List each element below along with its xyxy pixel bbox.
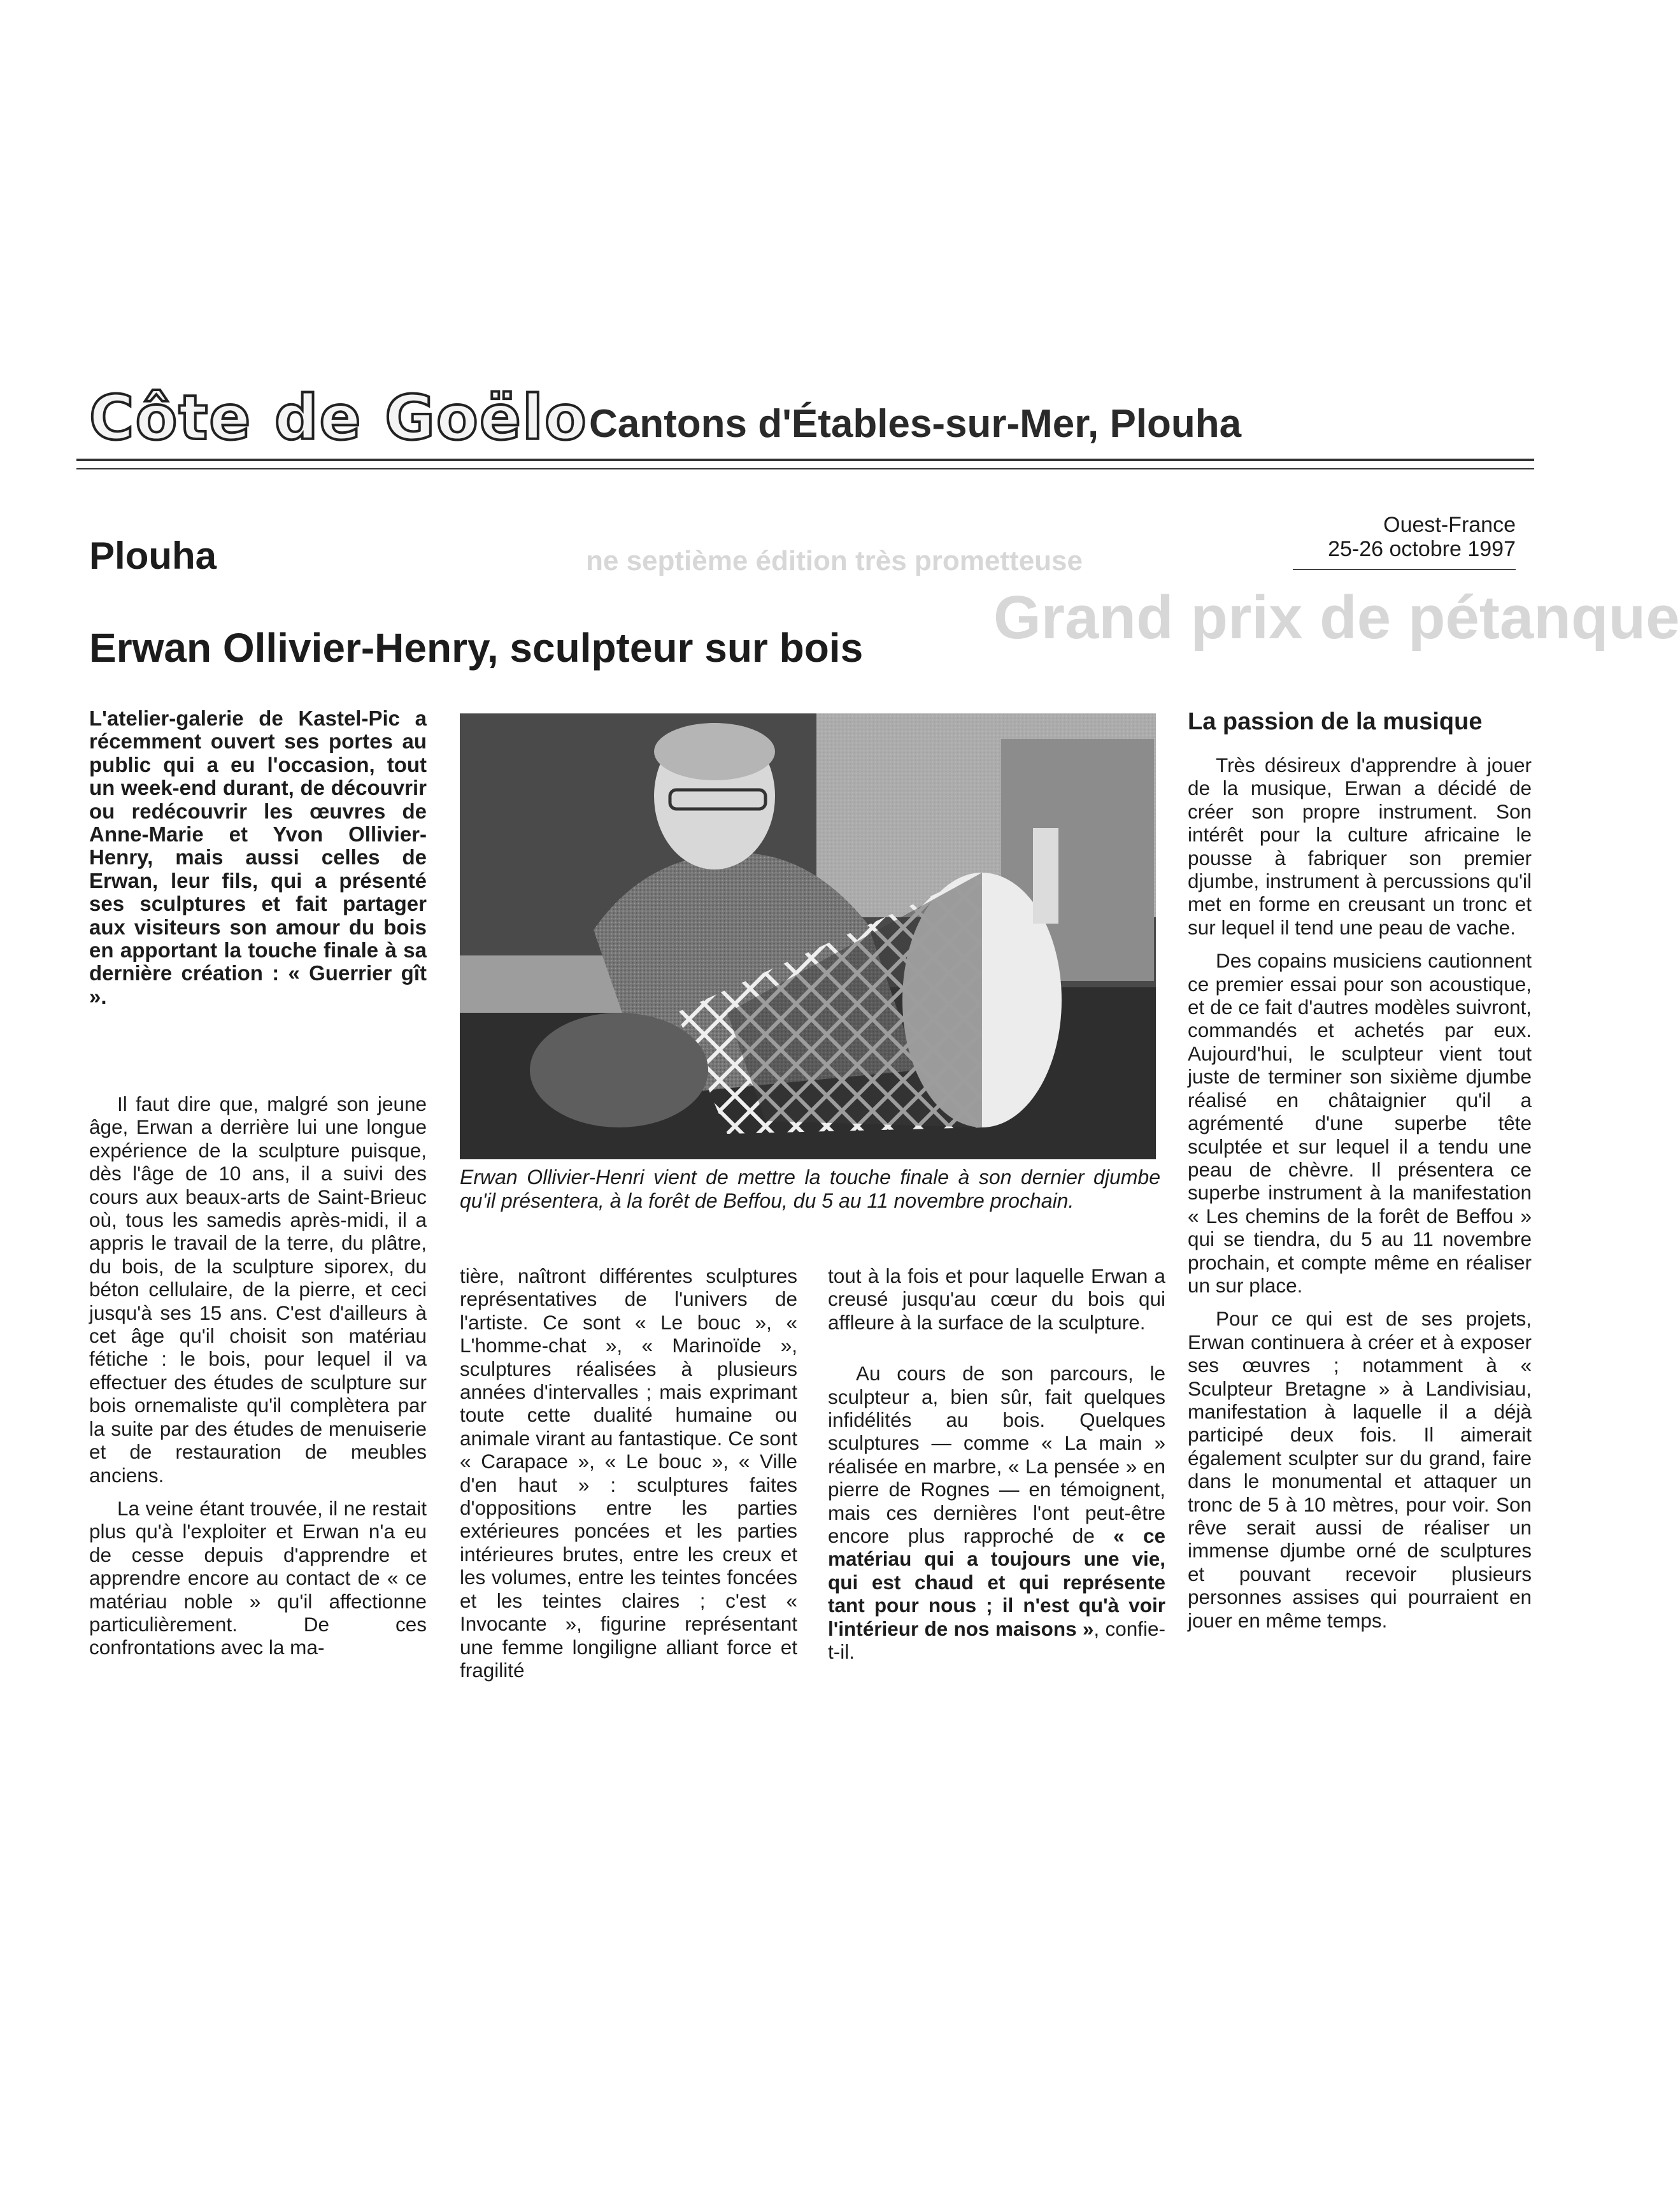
photo-caption: Erwan Ollivier-Henri vient de mettre la touche finale à son dernier djumbe qu'il présentera, à la forêt de Beffou, du 5 au 11 novembre prochain. [460, 1166, 1160, 1212]
paragraph: Pour ce qui est de ses projets, Erwan continuera à créer et à exposer ses œuvres ; notamment à « Sculpteur Bretagne » à Landivisiau, manifestation à laquelle il a déjà participé deux fois. Il aimerait également sculpter sur du grand, faire dans le monumental et attaquer un tronc de 5 à 10 mètres, pour voir. Son rêve serait aussi de réaliser un immense djumbe orné de sculptures et pouvant recevoir plusieurs personnes assises qui pourraient en jouer en même temps. [1188, 1307, 1532, 1632]
lede-paragraph: L'atelier-galerie de Kastel-Pic a récemment ouvert ses portes au public qui a eu l'occasion, tout un week-end durant, de découvrir ou redécouvrir les œuvres de Anne-Marie et Yvon Ollivier-Henry, mais aussi celles de Erwan, leur fils, qui a présenté ses sculptures et fait partager aux visiteurs son amour du bois en apportant la touche finale à sa dernière création : « Guerrier gît ». [89, 706, 427, 1008]
paragraph: Il faut dire que, malgré son jeune âge, Erwan a derrière lui une longue expérience de la sculpture puisque, dès l'âge de 10 ans, il a suivi des cours aux beaux-arts de Saint-Brieuc où, tous les samedis après-midi, il a appris le travail de la terre, du plâtre, du bois, de la sculpture siporex, du béton cellulaire, de la pierre, et ceci jusqu'à ses 15 ans. C'est d'ailleurs à cet âge qu'il choisit son matériau fétiche : le bois, pour lequel il va effectuer des études de sculpture sur bois ornemaliste qu'il complètera par la suite par des études de menuiserie et de restauration de meubles anciens. [89, 1092, 427, 1487]
section-title: Côte de Goëlo [89, 382, 588, 454]
paragraph [828, 1362, 1165, 1663]
bleed-through-text: ne septième édition très prometteuse [586, 545, 1083, 576]
bold-quote: « ce matériau qui a toujours une vie, qui est chaud et qui représente tant pour nous ; il n'est qu'à voir l'intérieur de nos maisons » [828, 1524, 1165, 1640]
source-stamp [1299, 513, 1516, 561]
article-lede [89, 707, 427, 1008]
header-rule-thin [76, 468, 1534, 469]
stamp-rule [1293, 569, 1516, 570]
paragraph: La veine étant trouvée, il ne restait plus qu'à l'exploiter et Erwan n'a eu de cesse depuis d'apprendre et apprendre encore au contact de « ce matériau noble » qu'il affectionne particulièrement. De ces confrontations avec la ma- [89, 1496, 427, 1659]
body-column-2 [460, 1264, 797, 1682]
header-rule [76, 459, 1534, 461]
paragraph-tail: , confie-t-il. [828, 1617, 1165, 1664]
paragraph: Très désireux d'apprendre à jouer de la musique, Erwan a décidé de créer son propre instrument. Son intérêt pour la culture africaine le pousse à fabriquer son premier djumbe, instrument à percussions qu'il met en forme en creusant un tronc et sur lequel il tend une peau de vache. [1188, 754, 1532, 939]
locality-label: Plouha [89, 534, 217, 577]
sculptor-photo [460, 713, 1156, 1159]
source-paper: Ouest-France [1383, 513, 1516, 537]
paragraph: tout à la fois et pour laquelle Erwan a creusé jusqu'au cœur du bois qui affleure à la surface de la sculpture. [828, 1264, 1165, 1334]
body-column-1 [89, 1092, 427, 1659]
paragraph-text: Au cours de son parcours, le sculpteur a, bien sûr, fait quelques infidélités au bois. Quelques sculptures — comme « La main » réalisée en marbre, « La pensée » en pierre de Rognes — en témoignent, mais ces dernières l'ont peut-être encore plus rapproché de [828, 1362, 1165, 1548]
paragraph: tière, naîtront différentes sculptures représentatives de l'univers de l'artiste. Ce sont « Le bouc », « L'homme-chat », « Marinoïde », sculptures réalisées à plusieurs années d'intervalles ; mais exprimant toute cette dualité humaine ou animale virant au fantastique. Ce sont « Carapace », « Le bouc », « Ville d'en haut » : sculptures faites d'oppositions entre les parties extérieures poncées et les parties intérieures brutes, entre les creux et les volumes, entre les teintes foncées et les teintes claires ; c'est « Invocante », figurine représentant une femme longiligne alliant force et fragilité [460, 1264, 797, 1682]
subheading: La passion de la musique [1188, 708, 1483, 735]
source-date: 25-26 octobre 1997 [1328, 537, 1516, 561]
bleed-through-headline: Grand prix de pétanque [993, 583, 1680, 652]
paragraph: Des copains musiciens cautionnent ce premier essai pour son acoustique, et de ce fait d'autres modèles suivront, commandés et achetés par eux. Aujourd'hui, le sculpteur vient tout juste de terminer son sixième djumbe réalisé en châtaignier qu'il a agrémenté d'une superbe tête sculptée et sur lequel il a tendu une peau de chèvre. Il présentera ce superbe instrument à la manifestation « Les chemins de la forêt de Beffou » qui se tiendra, du 5 au 11 novembre prochain, et compte même en réaliser un sur place. [1188, 949, 1532, 1297]
section-subtitle: Cantons d'Étables-sur-Mer, Plouha [589, 402, 1242, 446]
body-column-3 [828, 1264, 1165, 1664]
article-headline: Erwan Ollivier-Henry, sculpteur sur bois [89, 625, 864, 671]
body-column-4 [1188, 754, 1532, 1632]
